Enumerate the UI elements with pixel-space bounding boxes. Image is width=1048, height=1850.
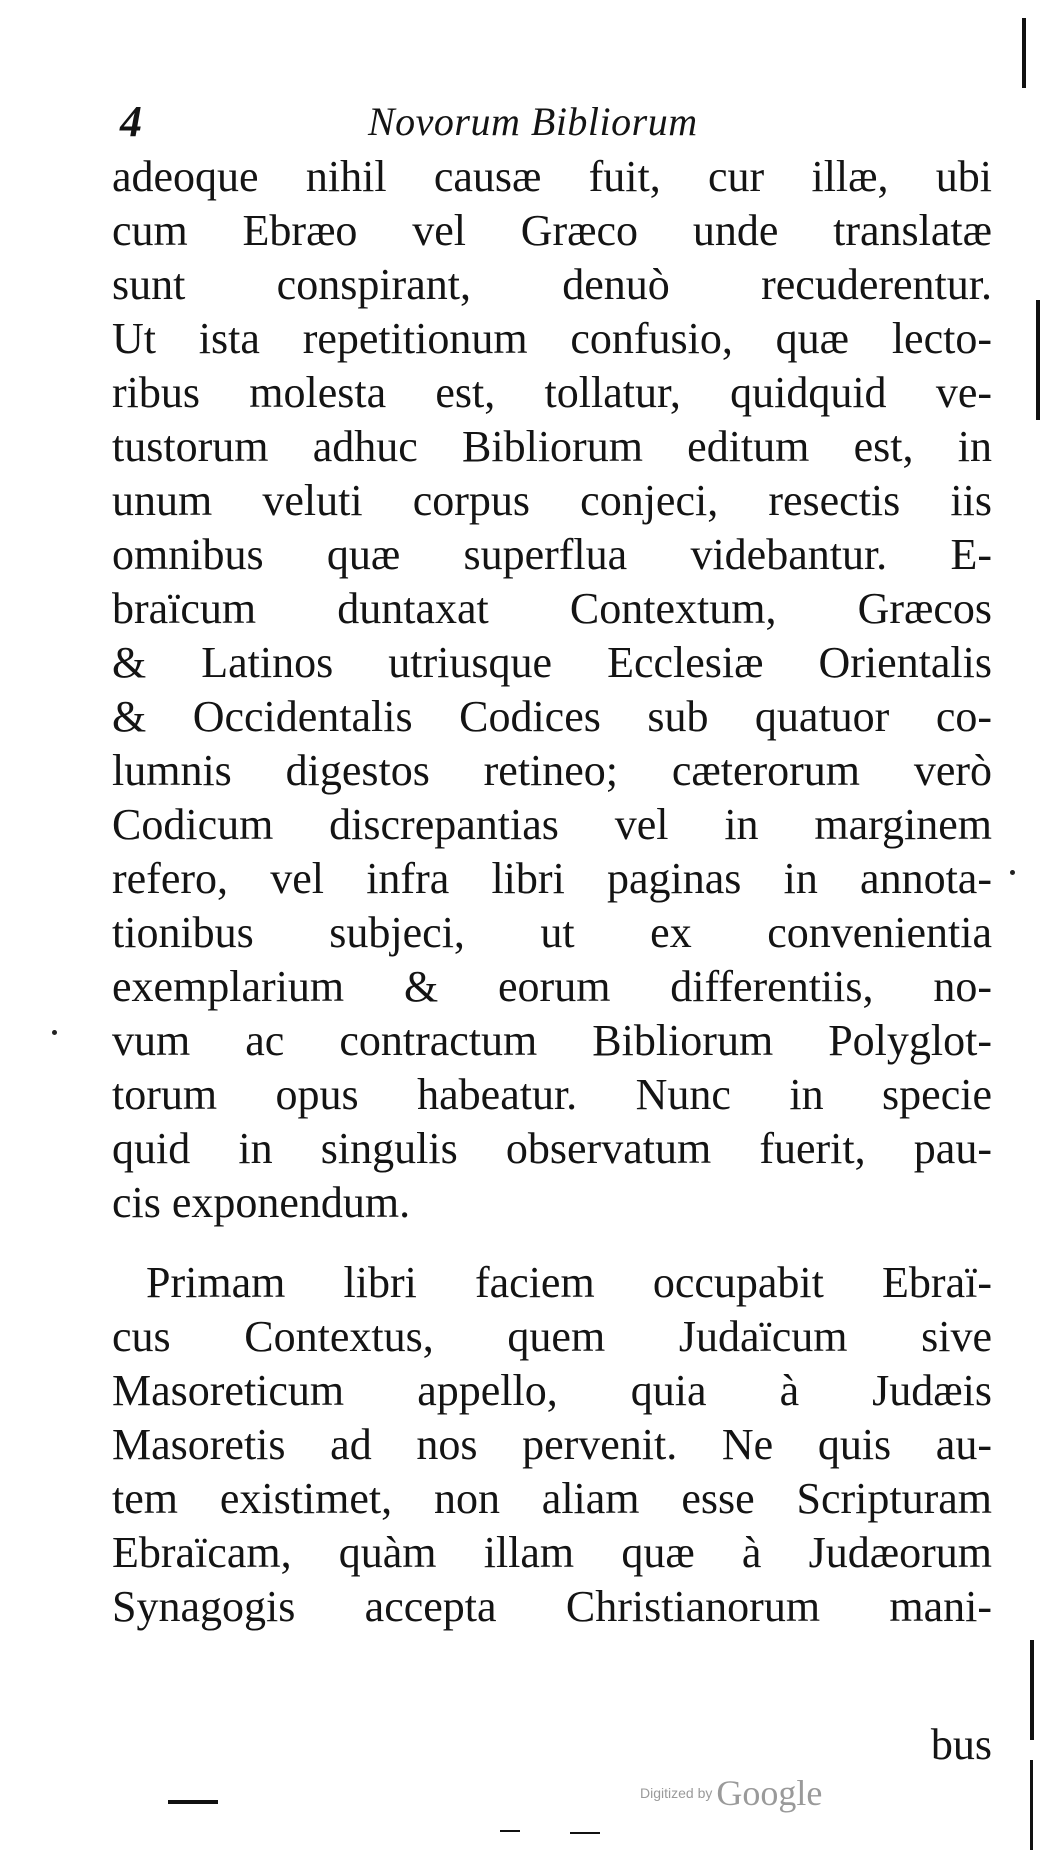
bottom-left-mark xyxy=(168,1800,218,1804)
text-line: adeoque nihil causæ fuit, cur illæ, ubi xyxy=(112,152,992,201)
text-line: torum opus habeatur. Nunc in specie xyxy=(112,1070,992,1119)
page-number: 4 xyxy=(120,97,142,146)
text-line: Ebraïcam, quàm illam quæ à Judæorum xyxy=(112,1528,992,1577)
text-line: Masoreticum appello, quia à Judæis xyxy=(112,1366,992,1415)
text-line: Ut ista repetitionum confusio, quæ lecto- xyxy=(112,314,992,363)
text-line: Synagogis accepta Christianorum mani- xyxy=(112,1582,992,1631)
body-text xyxy=(112,150,992,1634)
text-line: vum ac contractum Bibliorum Polyglot- xyxy=(112,1016,992,1065)
watermark-brand: Google xyxy=(716,1773,823,1813)
text-line: sunt conspirant, denuò recuderentur. xyxy=(112,260,992,309)
text-line: Masoretis ad nos pervenit. Ne quis au- xyxy=(112,1420,992,1469)
margin-speck xyxy=(52,1030,57,1035)
bottom-mark xyxy=(570,1832,600,1834)
text-line: unum veluti corpus conjeci, resectis iis xyxy=(112,476,992,525)
digitized-watermark xyxy=(640,1772,822,1814)
right-edge-mark xyxy=(1036,300,1040,420)
right-edge-mark xyxy=(1030,1640,1034,1740)
bottom-mark xyxy=(500,1830,520,1832)
text-line: cum Ebræo vel Græco unde translatæ xyxy=(112,206,992,255)
text-line: tustorum adhuc Bibliorum editum est, in xyxy=(112,422,992,471)
text-line: omnibus quæ superflua videbantur. E- xyxy=(112,530,992,579)
right-edge-mark xyxy=(1022,18,1026,88)
right-edge-mark xyxy=(1030,1760,1033,1850)
text-line: cus Contextus, quem Judaïcum sive xyxy=(112,1312,992,1361)
running-title: Novorum Bibliorum xyxy=(368,99,698,144)
paragraph-start-line: Primam libri faciem occupabit Ebraï- xyxy=(146,1258,992,1307)
text-line: tem existimet, non aliam esse Scripturam xyxy=(112,1474,992,1523)
text-line: lumnis digestos retineo; cæterorum verò xyxy=(112,746,992,795)
text-line: exemplarium & eorum differentiis, no- xyxy=(112,962,992,1011)
text-line: & Latinos utriusque Ecclesiæ Orientalis xyxy=(112,638,992,687)
watermark-prefix: Digitized by xyxy=(640,1785,713,1801)
paragraph-end-line: cis exponendum. xyxy=(112,1178,411,1227)
text-line: & Occidentalis Codices sub quatuor co- xyxy=(112,692,992,741)
text-line: quid in singulis observatum fuerit, pau- xyxy=(112,1124,992,1173)
text-line: refero, vel infra libri paginas in annota- xyxy=(112,854,992,903)
margin-speck xyxy=(1010,870,1015,875)
text-line: ribus molesta est, tollatur, quidquid ve- xyxy=(112,368,992,417)
catchword: bus xyxy=(930,1720,992,1769)
page-header xyxy=(120,92,780,152)
text-line: braïcum duntaxat Contextum, Græcos xyxy=(112,584,992,633)
text-line: tionibus subjeci, ut ex convenientia xyxy=(112,908,992,957)
text-line: Codicum discrepantias vel in marginem xyxy=(112,800,992,849)
